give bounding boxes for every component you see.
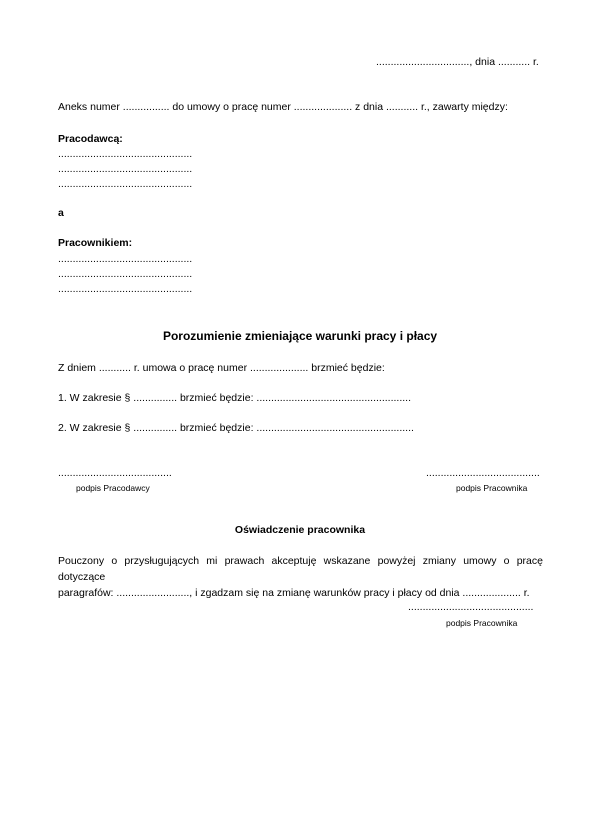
place-date-line: ................................, dnia ........... r. — [376, 56, 539, 68]
employer-signature-line: ....................................... — [58, 467, 172, 479]
agreement-item-1: 1. W zakresie § ............... brzmieć będzie: ..................................................... — [58, 392, 412, 404]
annex-line: Aneks numer ................ do umowy o pracę numer .................... z dnia ........... r., zawarty między: — [58, 101, 508, 113]
statement-line-2: paragrafów: ........................., i zgadzam się na zmianę warunków pracy i płacy od dnia .................... r. — [58, 587, 530, 599]
statement-signature-line: ........................................... — [408, 601, 534, 613]
employee-line-2: .............................................. — [58, 268, 193, 280]
agreement-item-2: 2. W zakresie § ............... brzmieć będzie: ...................................................... — [58, 422, 414, 434]
statement-paragraph — [58, 553, 543, 601]
employee-line-1: .............................................. — [58, 253, 193, 265]
statement-signature-label: podpis Pracownika — [446, 618, 518, 628]
employee-signature-line: ....................................... — [426, 467, 540, 479]
statement-line-1: Pouczony o przysługujących mi prawach akceptuję wskazane powyżej zmiany umowy o pracę dotyczące — [58, 555, 543, 583]
employee-line-3: .............................................. — [58, 283, 193, 295]
conjunction: a — [58, 207, 64, 219]
employer-label: Pracodawcą: — [58, 133, 123, 145]
employee-signature-label: podpis Pracownika — [456, 483, 528, 493]
agreement-intro: Z dniem ........... r. umowa o pracę numer .................... brzmieć będzie: — [58, 362, 385, 374]
employer-line-3: .............................................. — [58, 178, 193, 190]
statement-title: Oświadczenie pracownika — [234, 524, 366, 536]
agreement-title: Porozumienie zmieniające warunki pracy i płacy — [162, 329, 438, 343]
employer-line-1: .............................................. — [58, 148, 193, 160]
employer-line-2: .............................................. — [58, 163, 193, 175]
employer-signature-label: podpis Pracodawcy — [76, 483, 150, 493]
employee-label: Pracownikiem: — [58, 237, 133, 249]
